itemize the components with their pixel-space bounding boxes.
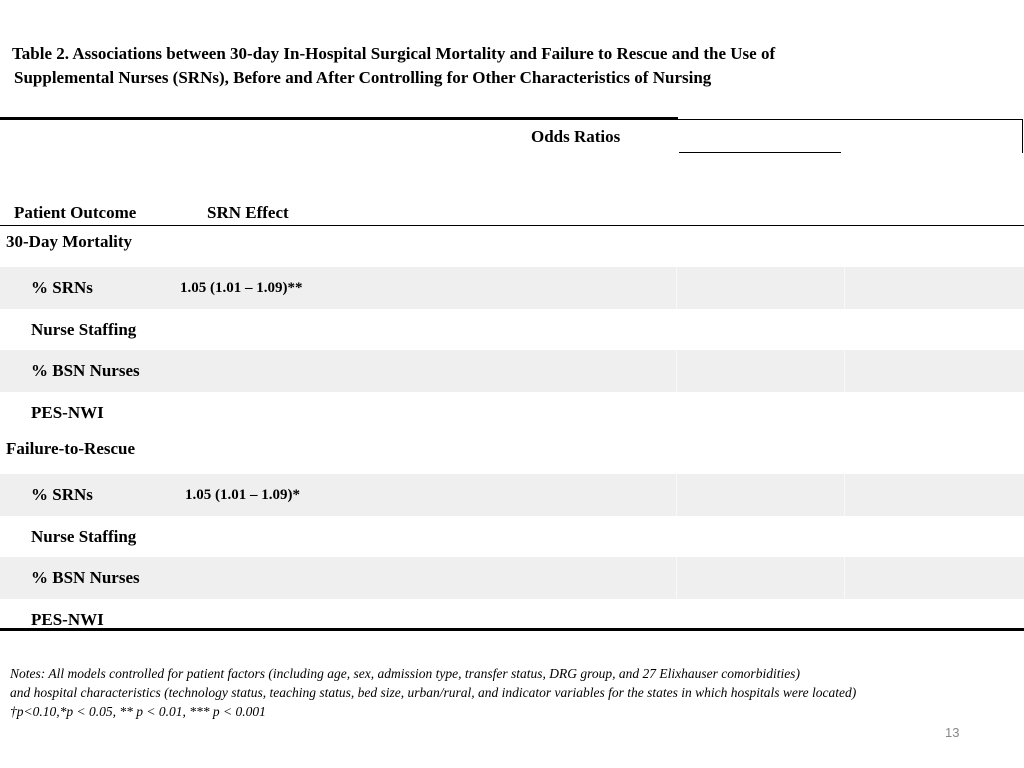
section-row-mortality	[0, 226, 1024, 267]
page-number: 13	[945, 725, 960, 740]
table-title	[12, 42, 1012, 90]
odds-ratios-header: Odds Ratios	[531, 127, 621, 146]
table-row	[0, 267, 1024, 308]
row-label: PES-NWI	[31, 609, 104, 629]
odds-ratios-underline	[679, 152, 841, 153]
row-label: % BSN Nurses	[31, 568, 140, 588]
table-row	[0, 392, 1024, 433]
patient-outcome-header: Patient Outcome	[14, 203, 137, 222]
notes-line-1: Notes: All models controlled for patient factors (including age, sex, admission type, transfer status, DRG group, and 27 Elixhauser comorbidities)	[10, 666, 800, 681]
srn-effect-value: 1.05 (1.01 – 1.09)*	[185, 487, 300, 504]
table-top-rule-right	[678, 119, 1023, 120]
table-row	[0, 516, 1024, 557]
table-row	[0, 474, 1024, 515]
table-notes	[10, 664, 1015, 721]
row-label: Nurse Staffing	[31, 526, 137, 546]
row-label: Nurse Staffing	[31, 319, 137, 339]
section-label: 30-Day Mortality	[6, 232, 133, 251]
table-title-line-1: Table 2. Associations between 30-day In-Hospital Surgical Mortality and Failure to Rescue and the Use of	[12, 44, 776, 63]
column-divider	[676, 474, 845, 515]
table-body	[0, 226, 1024, 640]
table-row	[0, 557, 1024, 598]
table-bottom-rule	[0, 628, 1024, 631]
table-top-rule	[0, 117, 678, 120]
section-label: Failure-to-Rescue	[6, 438, 136, 458]
row-label: % SRNs	[31, 485, 93, 505]
srn-effect-header: SRN Effect	[207, 203, 289, 222]
table-row	[0, 350, 1024, 391]
row-label: % SRNs	[31, 278, 93, 298]
column-divider	[676, 557, 845, 598]
column-divider	[676, 267, 845, 308]
section-row-failure-to-rescue	[0, 433, 1024, 474]
srn-effect-value: 1.05 (1.01 – 1.09)**	[180, 280, 303, 297]
row-label: PES-NWI	[31, 402, 104, 422]
notes-line-2: and hospital characteristics (technology status, teaching status, bed size, urban/rural, and indicator variables for the states in which hospitals were located)	[10, 685, 857, 700]
table-row	[0, 309, 1024, 350]
table-right-edge-rule	[1022, 119, 1023, 153]
notes-line-3: †p<0.10,*p < 0.05, ** p < 0.01, *** p < 0.001	[10, 704, 266, 719]
row-label: % BSN Nurses	[31, 361, 140, 381]
table-title-line-2: Supplemental Nurses (SRNs), Before and After Controlling for Other Characteristics of Nursing	[14, 68, 712, 87]
table-row	[0, 599, 1024, 640]
column-divider	[676, 350, 845, 391]
